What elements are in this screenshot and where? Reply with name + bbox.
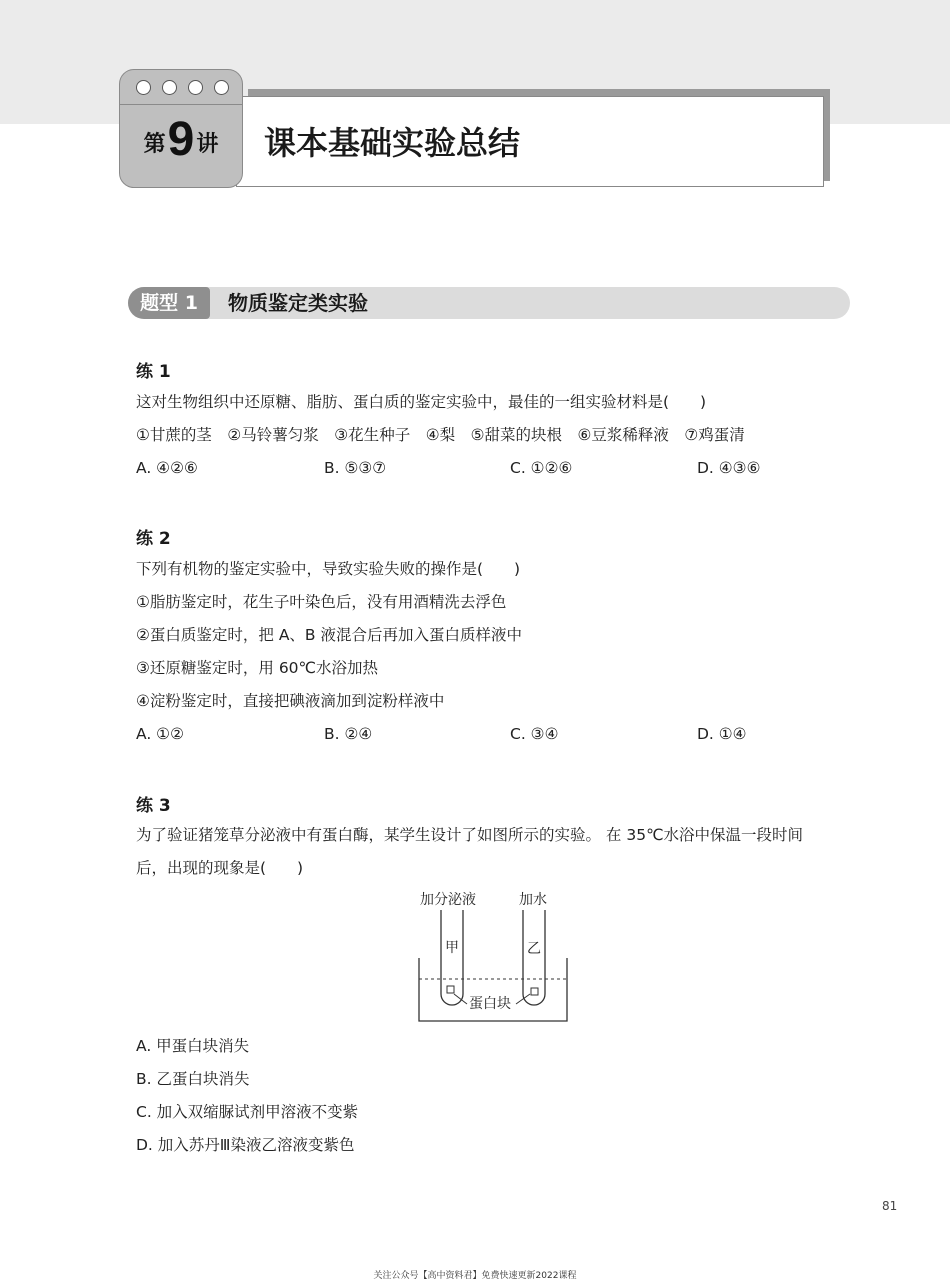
label-protein-block: 蛋白块 <box>469 996 511 1012</box>
exercise-3-heading: 练 3 <box>136 796 171 816</box>
footer-note: 关注公众号【高中资料君】免费快速更新2022课程 <box>373 1271 577 1281</box>
exercise-1-option-a: A. ④②⑥ <box>136 459 198 477</box>
exercise-2-statement-1: ①脂肪鉴定时，花生子叶染色后，没有用酒精洗去浮色 <box>136 593 507 611</box>
exercise-2-stem: 下列有机物的鉴定实验中，导致实验失败的操作是( ) <box>136 560 521 578</box>
protein-block-yi <box>531 988 538 995</box>
lecture-tab <box>119 69 243 188</box>
experiment-diagram <box>415 888 575 1028</box>
exercise-2-option-d: D. ①④ <box>697 725 747 743</box>
label-tube-jia: 甲 <box>445 940 459 956</box>
exercise-1-option-b: B. ⑤③⑦ <box>324 459 387 477</box>
exercise-1-materials: ①甘蔗的茎 ②马铃薯匀浆 ③花生种子 ④梨 ⑤甜菜的块根 ⑥豆浆稀释液 ⑦鸡蛋清 <box>136 426 745 444</box>
lecture-title: 课本基础实验总结 <box>264 124 521 162</box>
tab-divider <box>120 104 242 105</box>
protein-block-jia <box>447 986 454 993</box>
exercise-2-option-c: C. ③④ <box>510 725 559 743</box>
lecture-prefix: 第 <box>143 132 166 157</box>
exercise-1-heading: 练 1 <box>136 362 171 382</box>
section-title: 物质鉴定类实验 <box>228 291 368 315</box>
exercise-1-option-c: C. ①②⑥ <box>510 459 573 477</box>
exercise-2-statement-3: ③还原糖鉴定时，用 60℃水浴加热 <box>136 659 378 677</box>
exercise-3-option-a: A. 甲蛋白块消失 <box>136 1037 250 1055</box>
lecture-suffix: 讲 <box>196 132 219 157</box>
binder-ring-icon <box>188 80 203 95</box>
exercise-2-statement-2: ②蛋白质鉴定时，把 A、B 液混合后再加入蛋白质样液中 <box>136 626 522 644</box>
label-tube-yi: 乙 <box>527 941 541 957</box>
label-add-secretion: 加分泌液 <box>420 892 476 908</box>
exercise-2-statement-4: ④淀粉鉴定时，直接把碘液滴加到淀粉样液中 <box>136 692 445 710</box>
page-number: 81 <box>882 1199 898 1213</box>
binder-ring-icon <box>214 80 229 95</box>
exercise-3-option-d: D. 加入苏丹Ⅲ染液乙溶液变紫色 <box>136 1136 355 1154</box>
pointer-line-left <box>454 994 467 1004</box>
exercise-2-option-b: B. ②④ <box>324 725 373 743</box>
lecture-number-digit: 9 <box>167 113 195 166</box>
section-tag: 题型 1 <box>128 287 210 319</box>
lecture-number <box>120 114 242 166</box>
exercise-1-option-d: D. ④③⑥ <box>697 459 761 477</box>
exercise-1-stem: 这对生物组织中还原糖、脂肪、蛋白质的鉴定实验中，最佳的一组实验材料是( ) <box>136 393 707 411</box>
binder-ring-icon <box>136 80 151 95</box>
binder-ring-icon <box>162 80 177 95</box>
exercise-3-stem-line-2: 后，出现的现象是( ) <box>136 859 304 877</box>
exercise-2-heading: 练 2 <box>136 529 171 549</box>
exercise-3-option-c: C. 加入双缩脲试剂甲溶液不变紫 <box>136 1103 359 1121</box>
label-add-water: 加水 <box>519 892 547 908</box>
exercise-3-option-b: B. 乙蛋白块消失 <box>136 1070 250 1088</box>
exercise-2-option-a: A. ①② <box>136 725 184 743</box>
exercise-3-stem-line-1: 为了验证猪笼草分泌液中有蛋白酶，某学生设计了如图所示的实验。 在 35℃水浴中保温一段时间 <box>136 826 803 844</box>
